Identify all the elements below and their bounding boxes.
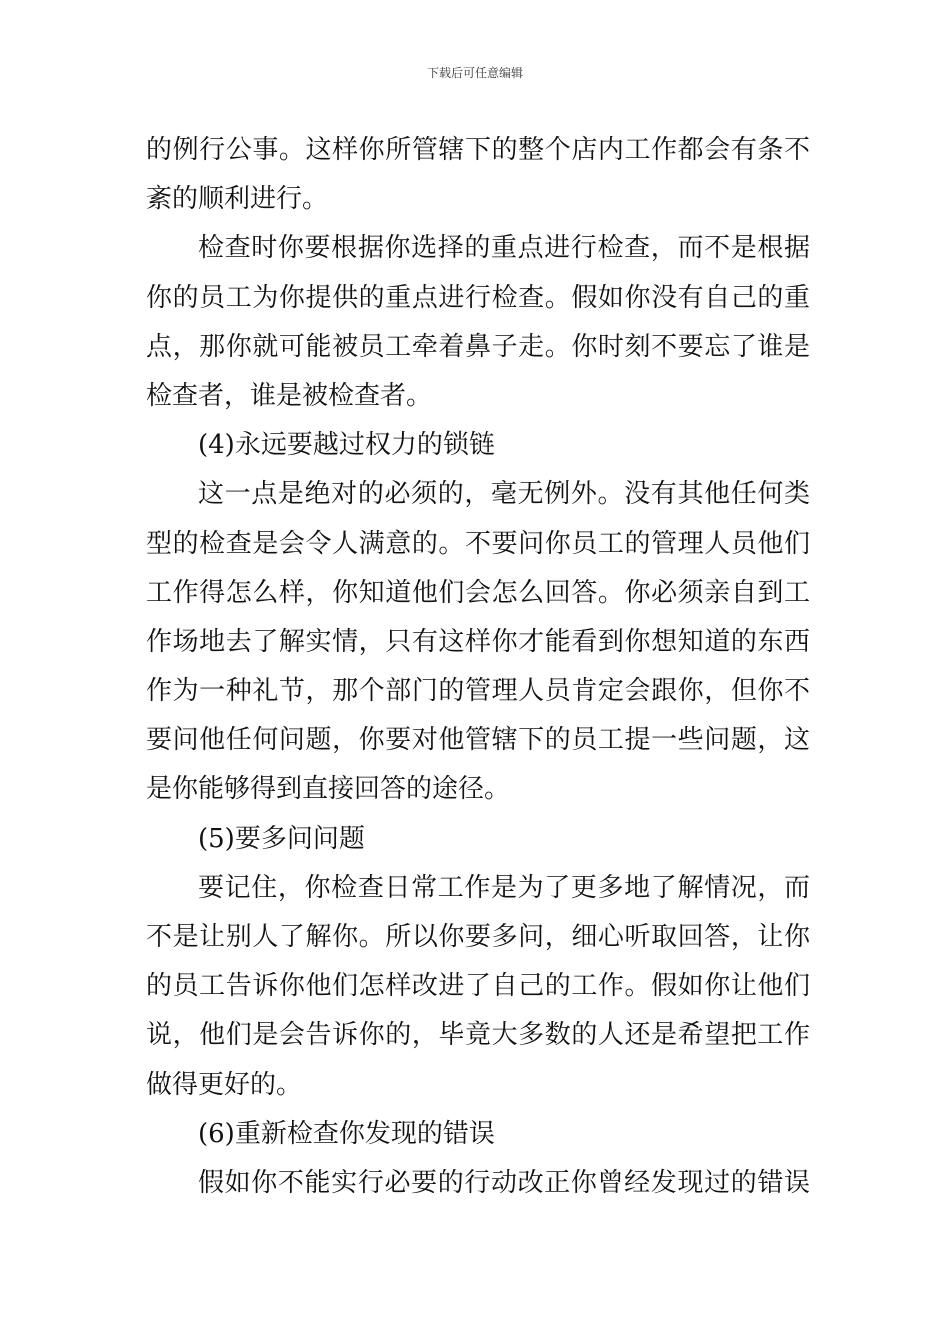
text-line: 点，那你就可能被员工牵着鼻子走。你时刻不要忘了谁是 [146, 331, 810, 362]
text-line: 不是让别人了解你。所以你要多问，细心听取回答，让你 [146, 922, 810, 952]
text-line: 工作得怎么样，你知道他们会怎么回答。你必须亲自到工 [146, 577, 810, 608]
text-line: 作场地去了解实情，只有这样你才能看到你想知道的东西 [146, 626, 810, 657]
text-line: 要问他任何问题，你要对他管辖下的员工提一些问题，这 [146, 725, 810, 756]
text-line: 的员工告诉你他们怎样改进了自己的工作。假如你让他们 [146, 971, 810, 1002]
section-heading: (4)永远要越过权力的锁链 [198, 430, 495, 461]
text-line: 是你能够得到直接回答的途径。 [146, 774, 511, 805]
text-line: 作为一种礼节，那个部门的管理人员肯定会跟你，但你不 [146, 676, 810, 707]
page-header: 下载后可任意编辑 [426, 66, 523, 80]
text-line: 假如你不能实行必要的行动改正你曾经发现过的错误 [198, 1167, 810, 1198]
body-text [146, 126, 810, 1208]
text-line: 检查者，谁是被检查者。 [146, 380, 433, 411]
text-line: 这一点是绝对的必须的，毫无例外。没有其他任何类 [198, 479, 810, 510]
section-heading: (6)重新检查你发现的错误 [198, 1118, 495, 1149]
section-heading: (5)要多问问题 [198, 823, 365, 854]
text-line: 你的员工为你提供的重点进行检查。假如你没有自己的重 [146, 282, 810, 313]
text-line: 要记住，你检查日常工作是为了更多地了解情况，而 [198, 872, 810, 903]
text-line: 紊的顺利进行。 [146, 184, 329, 215]
text-line: 型的检查是会令人满意的。不要问你员工的管理人员他们 [146, 528, 810, 559]
text-line: 说，他们是会告诉你的，毕竟大多数的人还是希望把工作 [146, 1020, 810, 1051]
text-line: 的例行公事。这样你所管辖下的整个店内工作都会有条不 [146, 135, 810, 165]
text-line: 检查时你要根据你选择的重点进行检查，而不是根据 [198, 233, 810, 264]
text-line: 做得更好的。 [146, 1069, 303, 1100]
